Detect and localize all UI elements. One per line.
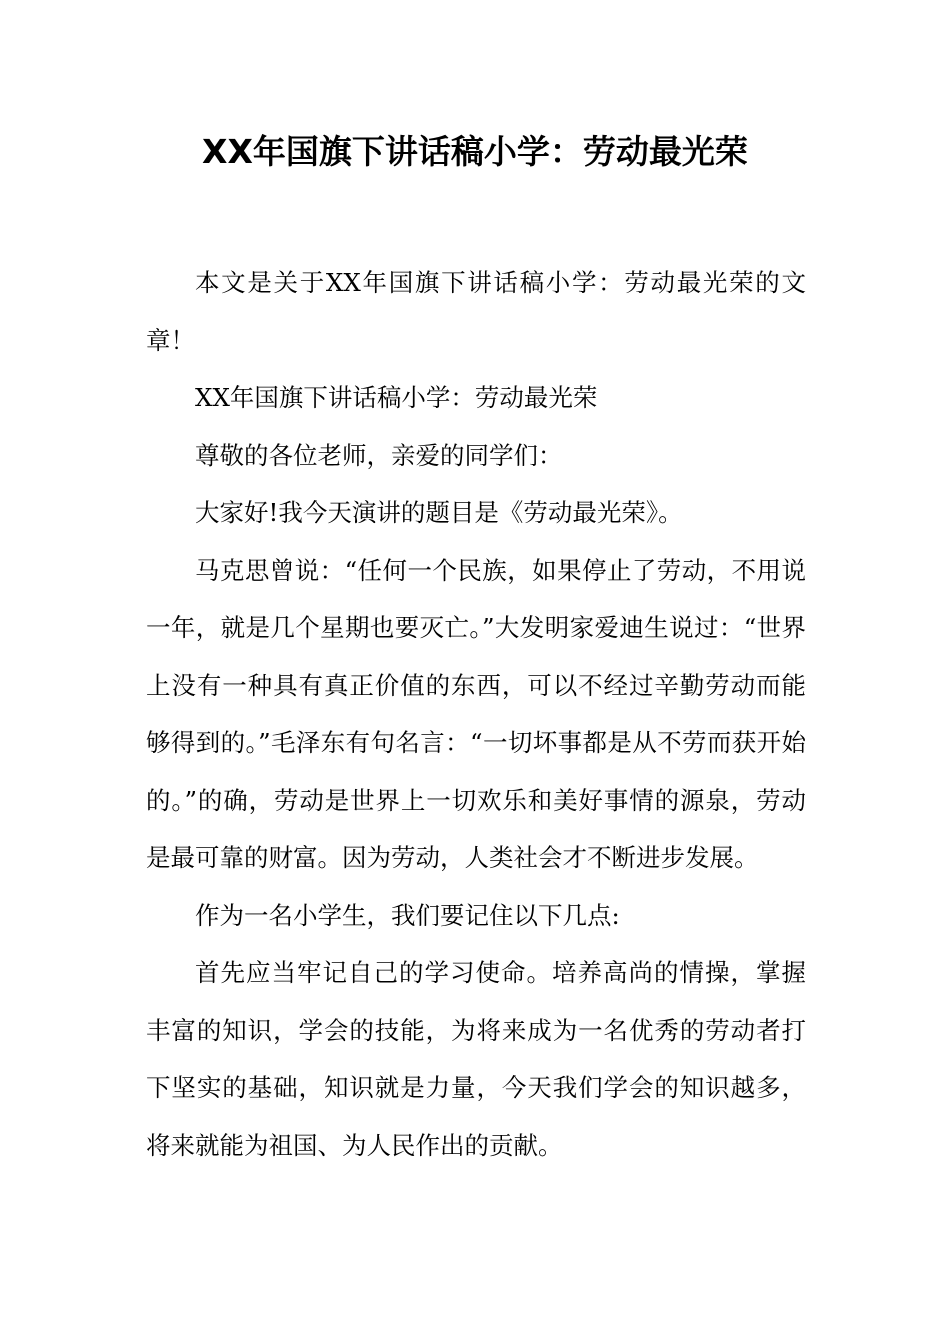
paragraph-intro: 本文是关于XX年国旗下讲话稿小学：劳动最光荣的文章！: [146, 268, 806, 355]
paragraph-greeting: 大家好!我今天演讲的题目是《劳动最光荣》。: [195, 498, 683, 527]
paragraph-quotes: 马克思曾说：“任何一个民族，如果停止了劳动，不用说一年，就是几个星期也要灭亡。”大发明家爱迪生说过：“世界上没有一种具有真正价值的东西，可以不经过辛勤劳动而能够得到的。”毛泽东有句名言：“一切坏事都是从不劳而获开始的。”的确，劳动是世界上一切欢乐和美好事情的源泉，劳动是最可靠的财富。因为劳动，人类社会才不断进步发展。: [146, 555, 806, 872]
document-body: [146, 254, 806, 1174]
document-title: XX年国旗下讲话稿小学：劳动最光荣: [202, 132, 748, 171]
paragraph-salutation: 尊敬的各位老师，亲爱的同学们：: [195, 440, 563, 470]
paragraph-first-point: 首先应当牢记自己的学习使命。培养高尚的情操，掌握丰富的知识，学会的技能，为将来成为一名优秀的劳动者打下坚实的基础，知识就是力量，今天我们学会的知识越多，将来就能为祖国、为人民作出的贡献。: [146, 958, 806, 1160]
paragraph-heading: XX年国旗下讲话稿小学：劳动最光荣: [195, 383, 598, 412]
paragraph-points-intro: 作为一名小学生，我们要记住以下几点:: [195, 900, 620, 930]
